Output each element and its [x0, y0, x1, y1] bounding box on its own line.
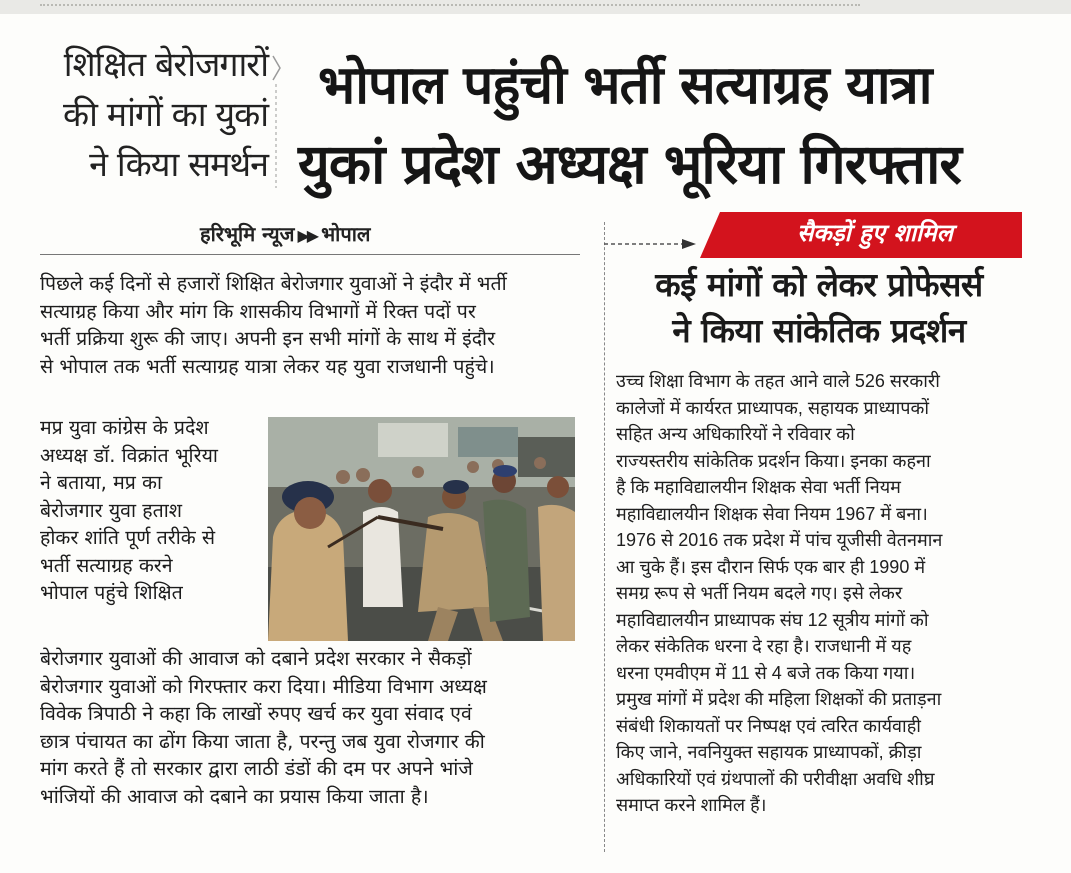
story-paragraph-2: [40, 414, 257, 607]
story-line: बेरोजगार युवाओं की आवाज को दबाने प्रदेश सरकार ने सैकड़ों: [40, 647, 472, 670]
side-body-line: किए जाने, नवनियुक्त सहायक प्राध्यापकों, क्रीड़ा: [616, 742, 922, 762]
side-body-line: आ चुके हैं। इस दौरान सिर्फ एक बार ही 1990 में: [616, 556, 926, 577]
byline-agency: हरिभूमि न्यूज: [200, 222, 295, 246]
story-line: बेरोजगार युवा हताश: [40, 498, 183, 522]
side-body-line: समाप्त करने शामिल हैं।: [616, 795, 767, 815]
story-line: छात्र पंचायत का ढोंग किया जाता है, परन्तु जब युवा रोजगार की: [40, 729, 485, 753]
news-photo: [268, 417, 575, 641]
story-line: अध्यक्ष डॉ. विक्रांत भूरिया: [40, 443, 218, 467]
story-line: सत्याग्रह किया और मांग कि शासकीय विभागों में रिक्त पदों पर: [40, 299, 476, 323]
side-body-line: समग्र रूप से भर्ती नियम बदले गए। इसे लेकर: [616, 583, 903, 603]
story-line: भांजियों की आवाज को दबाने का प्रयास किया जाता है।: [40, 784, 429, 808]
arrow-pointer-icon: [598, 238, 698, 250]
column-divider: [604, 222, 606, 852]
side-headline-line: कई मांगों को लेकर प्रोफेसर्स: [655, 265, 983, 304]
story-line: विवेक त्रिपाठी ने कहा कि लाखों रुपए खर्च कर युवा संवाद एवं: [40, 702, 472, 725]
story-line: ने बताया, मप्र का: [40, 471, 163, 494]
side-body-line: महाविद्यालयीन शिक्षक सेवा नियम 1967 में बना।: [616, 503, 928, 524]
story-paragraph-1: [40, 270, 585, 380]
story-paragraph-3: [40, 645, 585, 810]
side-body-line: कालेजों में कार्यरत प्राध्यापक, सहायक प्राध्यापकों: [616, 397, 929, 418]
deck-line: ने किया समर्थन: [89, 145, 268, 185]
story-line: से भोपाल तक भर्ती सत्याग्रह यात्रा लेकर यह युवा राजधानी पहुंचे।: [40, 354, 495, 378]
headline-line-1: भोपाल पहुंची भर्ती सत्याग्रह यात्रा: [318, 55, 932, 116]
side-headline-line: ने किया सांकेतिक प्रदर्शन: [672, 311, 966, 350]
side-body-line: प्रमुख मांगों में प्रदेश की महिला शिक्षकों की प्रताड़ना: [616, 689, 942, 709]
side-story-headline: [614, 262, 1024, 354]
story-line: मप्र युवा कांग्रेस के प्रदेश: [40, 416, 209, 439]
byline-rule: [40, 254, 580, 255]
story-line: भर्ती प्रक्रिया शुरू की जाए। अपनी इन सभी मांगों के साथ में इंदौर: [40, 327, 496, 350]
story-deck: [30, 40, 268, 190]
story-line: पिछले कई दिनों से हजारों शिक्षित बेरोजगार युवाओं ने इंदौर में भर्ती: [40, 272, 507, 295]
side-body-line: लेकर संकेतिक धरना दे रहा है। राजधानी में यह: [616, 636, 912, 656]
previous-article-strip: [0, 0, 1071, 14]
side-body-line: है कि महाविद्यालयीन शिक्षक सेवा भर्ती नियम: [616, 477, 901, 497]
headline-line-2: युकां प्रदेश अध्यक्ष भूरिया गिरफ्तार: [298, 132, 961, 196]
side-body-line: अधिकारियों एवं ग्रंथपालों की परीवीक्षा अवधि शीघ्र: [616, 768, 935, 789]
story-line: भर्ती सत्याग्रह करने: [40, 553, 173, 577]
side-body-line: 1976 से 2016 तक प्रदेश में पांच यूजीसी वेतनमान: [616, 530, 943, 550]
story-line: बेरोजगार युवाओं को गिरफ्तार करा दिया। मीडिया विभाग अध्यक्ष: [40, 674, 487, 698]
side-body-line: सहित अन्य अधिकारियों ने रविवार को: [616, 424, 855, 444]
byline: [200, 220, 370, 247]
deck-bracket-decoration: [271, 50, 285, 190]
side-body-line: धरना एमवीएम में 11 से 4 बजे तक किया गया।: [616, 662, 916, 683]
story-line: भोपाल पहुंचे शिक्षित: [40, 581, 183, 604]
deck-line: शिक्षित बेरोजगारों: [63, 45, 268, 85]
side-body-line: राज्यस्तरीय सांकेतिक प्रदर्शन किया। इनका कहना: [616, 450, 931, 471]
side-body-line: उच्च शिक्षा विभाग के तहत आने वाले 526 सरकारी: [616, 371, 940, 391]
side-story-body: [616, 368, 1021, 819]
byline-place: भोपाल: [321, 222, 371, 246]
story-line: मांग करते हैं तो सरकार द्वारा लाठी डंडों की दम पर अपने भांजे: [40, 757, 473, 780]
side-body-line: महाविद्यालयीन प्राध्यापक संघ 12 सूत्रीय मांगों को: [616, 609, 929, 630]
side-body-line: संबंधी शिकायतों पर निष्पक्ष एवं त्वरित कार्यवाही: [616, 715, 921, 736]
side-story-tag: सैकड़ों हुए शामिल: [797, 219, 953, 247]
deck-line: की मांगों का युकां: [63, 95, 268, 135]
byline-arrow-icon: ▶▶: [297, 226, 317, 245]
margin-shadow: [0, 280, 6, 700]
story-line: होकर शांति पूर्ण तरीके से: [40, 526, 216, 549]
